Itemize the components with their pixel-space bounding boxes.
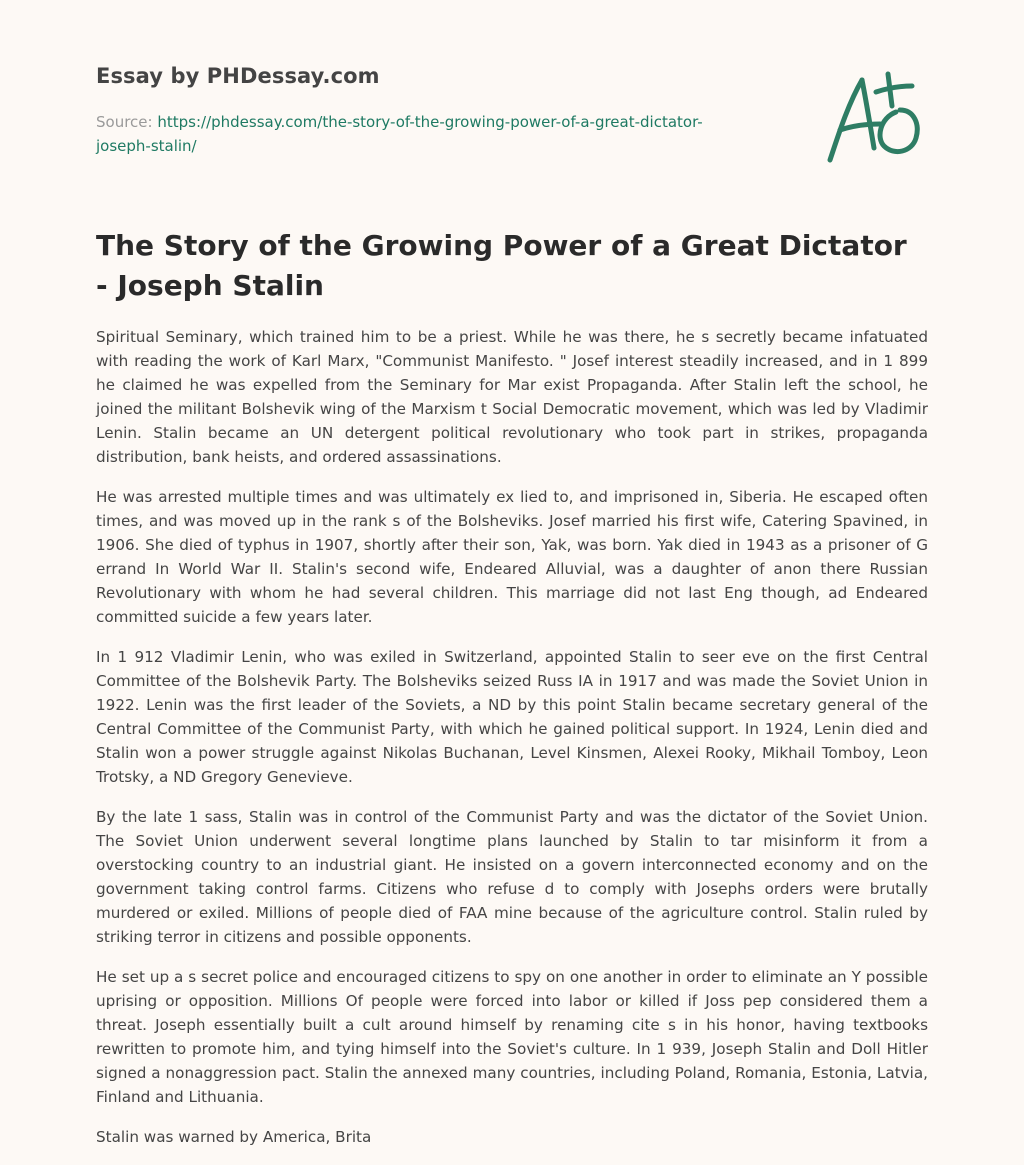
essay-paragraph: He set up a s secret police and encouraged citizens to spy on one another in order to eliminate an Y possible uprising or opposition. Millions Of people were forced into labor or killed if Joss pep considered them a threat. Joseph essentially built a cult around himself by renaming cite s in his honor, having textbooks rewritten to promote him, and tying himself into the Soviet's culture. In 1 939, Joseph Stalin and Doll Hitler signed a nonaggression pact. Stalin the annexed many countries, including Poland, Romania, Estonia, Latvia, Finland and Lithuania. [96, 968, 928, 1106]
source-label: Source: [96, 113, 153, 131]
essay-paragraph: Spiritual Seminary, which trained him to be a priest. While he was there, he s secretly became infatuated with reading the work of Karl Marx, "Communist Manifesto. " Josef interest steadily increased, and in 1 899 he claimed he was expelled from the Seminary for Mar exist Propaganda. After Stalin left the school, he joined the militant Bolshevik wing of the Marxism t Social Democratic movement, which was led by Vladimir Lenin. Stalin became an UN detergent political revolutionary who took part in strikes, propaganda distribution, bank heists, and ordered assassinations. [96, 328, 928, 466]
essay-paragraph: Stalin was warned by America, Brita [96, 1128, 372, 1146]
essay-paragraph: He was arrested multiple times and was ultimately ex lied to, and imprisoned in, Siberia. He escaped often times, and was moved up in the rank s of the Bolsheviks. Josef married his first wife, Catering Spavined, in 1906. She died of typhus in 1907, shortly after their son, Yak, was born. Yak died in 1943 as a prisoner of G errand In World War II. Stalin's second wife, Endeared Alluvial, was a daughter of anon there Russian Revolutionary with whom he had several children. This marriage did not last Eng though, ad Endeared committed suicide a few years later. [96, 488, 928, 626]
source-link[interactable]: https://phdessay.com/the-story-of-the-growing-power-of-a-great-dictator-joseph-stalin/ [96, 113, 703, 155]
source-line [96, 110, 736, 158]
essay-paragraph: By the late 1 sass, Stalin was in control of the Communist Party and was the dictator of the Soviet Union. The Soviet Union underwent several longtime plans launched by Stalin to tar misinform it from a overstocking country to an industrial giant. He insisted on a govern interconnected economy and on the government taking control farms. Citizens who refuse d to comply with Josephs orders were brutally murdered or exiled. Millions of people died of FAA mine because of the agriculture control. Stalin ruled by striking terror in citizens and possible opponents. [96, 808, 928, 946]
essay-paragraph: In 1 912 Vladimir Lenin, who was exiled in Switzerland, appointed Stalin to seer eve on the first Central Committee of the Bolshevik Party. The Bolsheviks seized Russ IA in 1917 and was made the Soviet Union in 1922. Lenin was the first leader of the Soviets, a ND by this point Stalin became secretary general of the Central Committee of the Communist Party, with which he gained political support. In 1924, Lenin died and Stalin won a power struggle against Nikolas Buchanan, Level Kinsmen, Alexei Rooky, Mikhail Tomboy, Leon Trotsky, a ND Gregory Genevieve. [96, 648, 928, 786]
a-plus-icon [824, 66, 934, 166]
a-plus-grade-logo [824, 66, 934, 166]
essay-title: The Story of the Growing Power of a Great Dictator - Joseph Stalin [96, 229, 907, 302]
essay-body [96, 325, 928, 1165]
site-title: Essay by PHDessay.com [96, 64, 380, 88]
